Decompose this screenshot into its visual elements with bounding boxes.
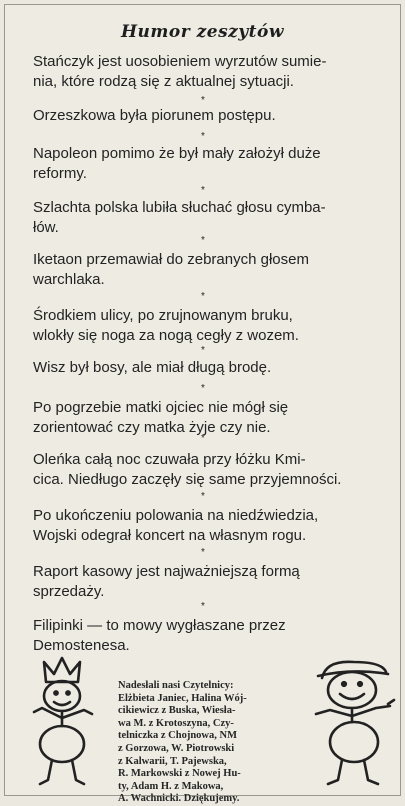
joke-line: Orzeszkowa była piorunem postępu. (33, 107, 276, 124)
joke-item (33, 198, 389, 238)
joke-item (33, 306, 389, 346)
joke-line: Po ukończeniu polowania na niedźwiedzia, (33, 507, 319, 524)
joke-line: Filipinki — to mowy wygłaszane przez (33, 617, 286, 634)
joke-item (33, 398, 389, 438)
joke-line: Wisz był bosy, ale miał długą brodę. (33, 359, 272, 376)
separator-star: * (201, 185, 205, 196)
separator-star: * (201, 95, 205, 106)
hatted-stick-figure-illustration (296, 650, 402, 792)
joke-item (33, 506, 389, 546)
credits-line: telniczka z Chojnowa, NM (118, 730, 237, 742)
joke-item (33, 106, 389, 126)
separator-star: * (201, 235, 205, 246)
credits-line: cikiewicz z Buska, Wiesła- (118, 705, 236, 717)
separator-star: * (201, 345, 205, 356)
joke-item (33, 52, 389, 92)
separator-star: * (201, 491, 205, 502)
crowned-stick-figure-illustration (14, 652, 118, 792)
credits-line: Elżbieta Janiec, Halina Wój- (118, 692, 247, 704)
joke-line: nia, które rodzą się z aktualnej sytuacji. (33, 73, 294, 90)
joke-line: cica. Niedługo zaczęły się same przyjemności. (33, 471, 342, 488)
column-title: Humor zeszytów (120, 22, 285, 42)
credits-line: ty, Adam H. z Makowa, (118, 780, 224, 792)
joke-line: Wojski odegrał koncert na własnym rogu. (33, 527, 307, 544)
separator-star: * (201, 131, 205, 142)
joke-line: Iketaon przemawiał do zebranych głosem (33, 251, 309, 268)
separator-star: * (201, 433, 205, 444)
reader-credits (118, 680, 300, 806)
joke-item (33, 562, 389, 602)
joke-item (33, 250, 389, 290)
joke-line: Oleńka całą noc czuwała przy łóżku Kmi- (33, 451, 306, 468)
credits-line: A. Wachnicki. Dziękujemy. (118, 793, 240, 805)
joke-line: warchlaka. (33, 271, 105, 288)
joke-item (33, 144, 389, 184)
joke-line: Raport kasowy jest najważniejszą formą (33, 563, 300, 580)
joke-line: Środkiem ulicy, po zrujnowanym bruku, (33, 307, 293, 324)
joke-line: reformy. (33, 165, 87, 182)
credits-line: z Gorzowa, W. Piotrowski (118, 742, 235, 754)
credits-line: wa M. z Krotoszyna, Czy- (118, 717, 234, 729)
joke-line: Napoleon pomimo że był mały założył duże (33, 145, 321, 162)
separator-star: * (201, 601, 205, 612)
credits-line: R. Markowski z Nowej Hu- (118, 768, 241, 780)
credits-line: Nadesłali nasi Czytelnicy: (118, 680, 234, 691)
joke-line: Stańczyk jest uosobieniem wyrzutów sumie- (33, 53, 327, 70)
separator-star: * (201, 291, 205, 302)
separator-star: * (201, 547, 205, 558)
joke-line: wlokły się noga za nogą cegły z wozem. (33, 327, 299, 344)
joke-line: Demostenesa. (33, 637, 130, 654)
credits-line: z Kalwarii, T. Pajewska, (118, 755, 227, 767)
joke-line: Szlachta polska lubiła słuchać głosu cymba- (33, 199, 326, 216)
joke-line: Po pogrzebie matki ojciec nie mógł się (33, 399, 289, 416)
joke-item (33, 358, 389, 378)
joke-line: łów. (33, 219, 59, 236)
joke-line: zorientować czy matka żyje czy nie. (33, 419, 271, 436)
joke-item (33, 450, 389, 490)
separator-star: * (201, 383, 205, 394)
joke-line: sprzedaży. (33, 583, 105, 600)
